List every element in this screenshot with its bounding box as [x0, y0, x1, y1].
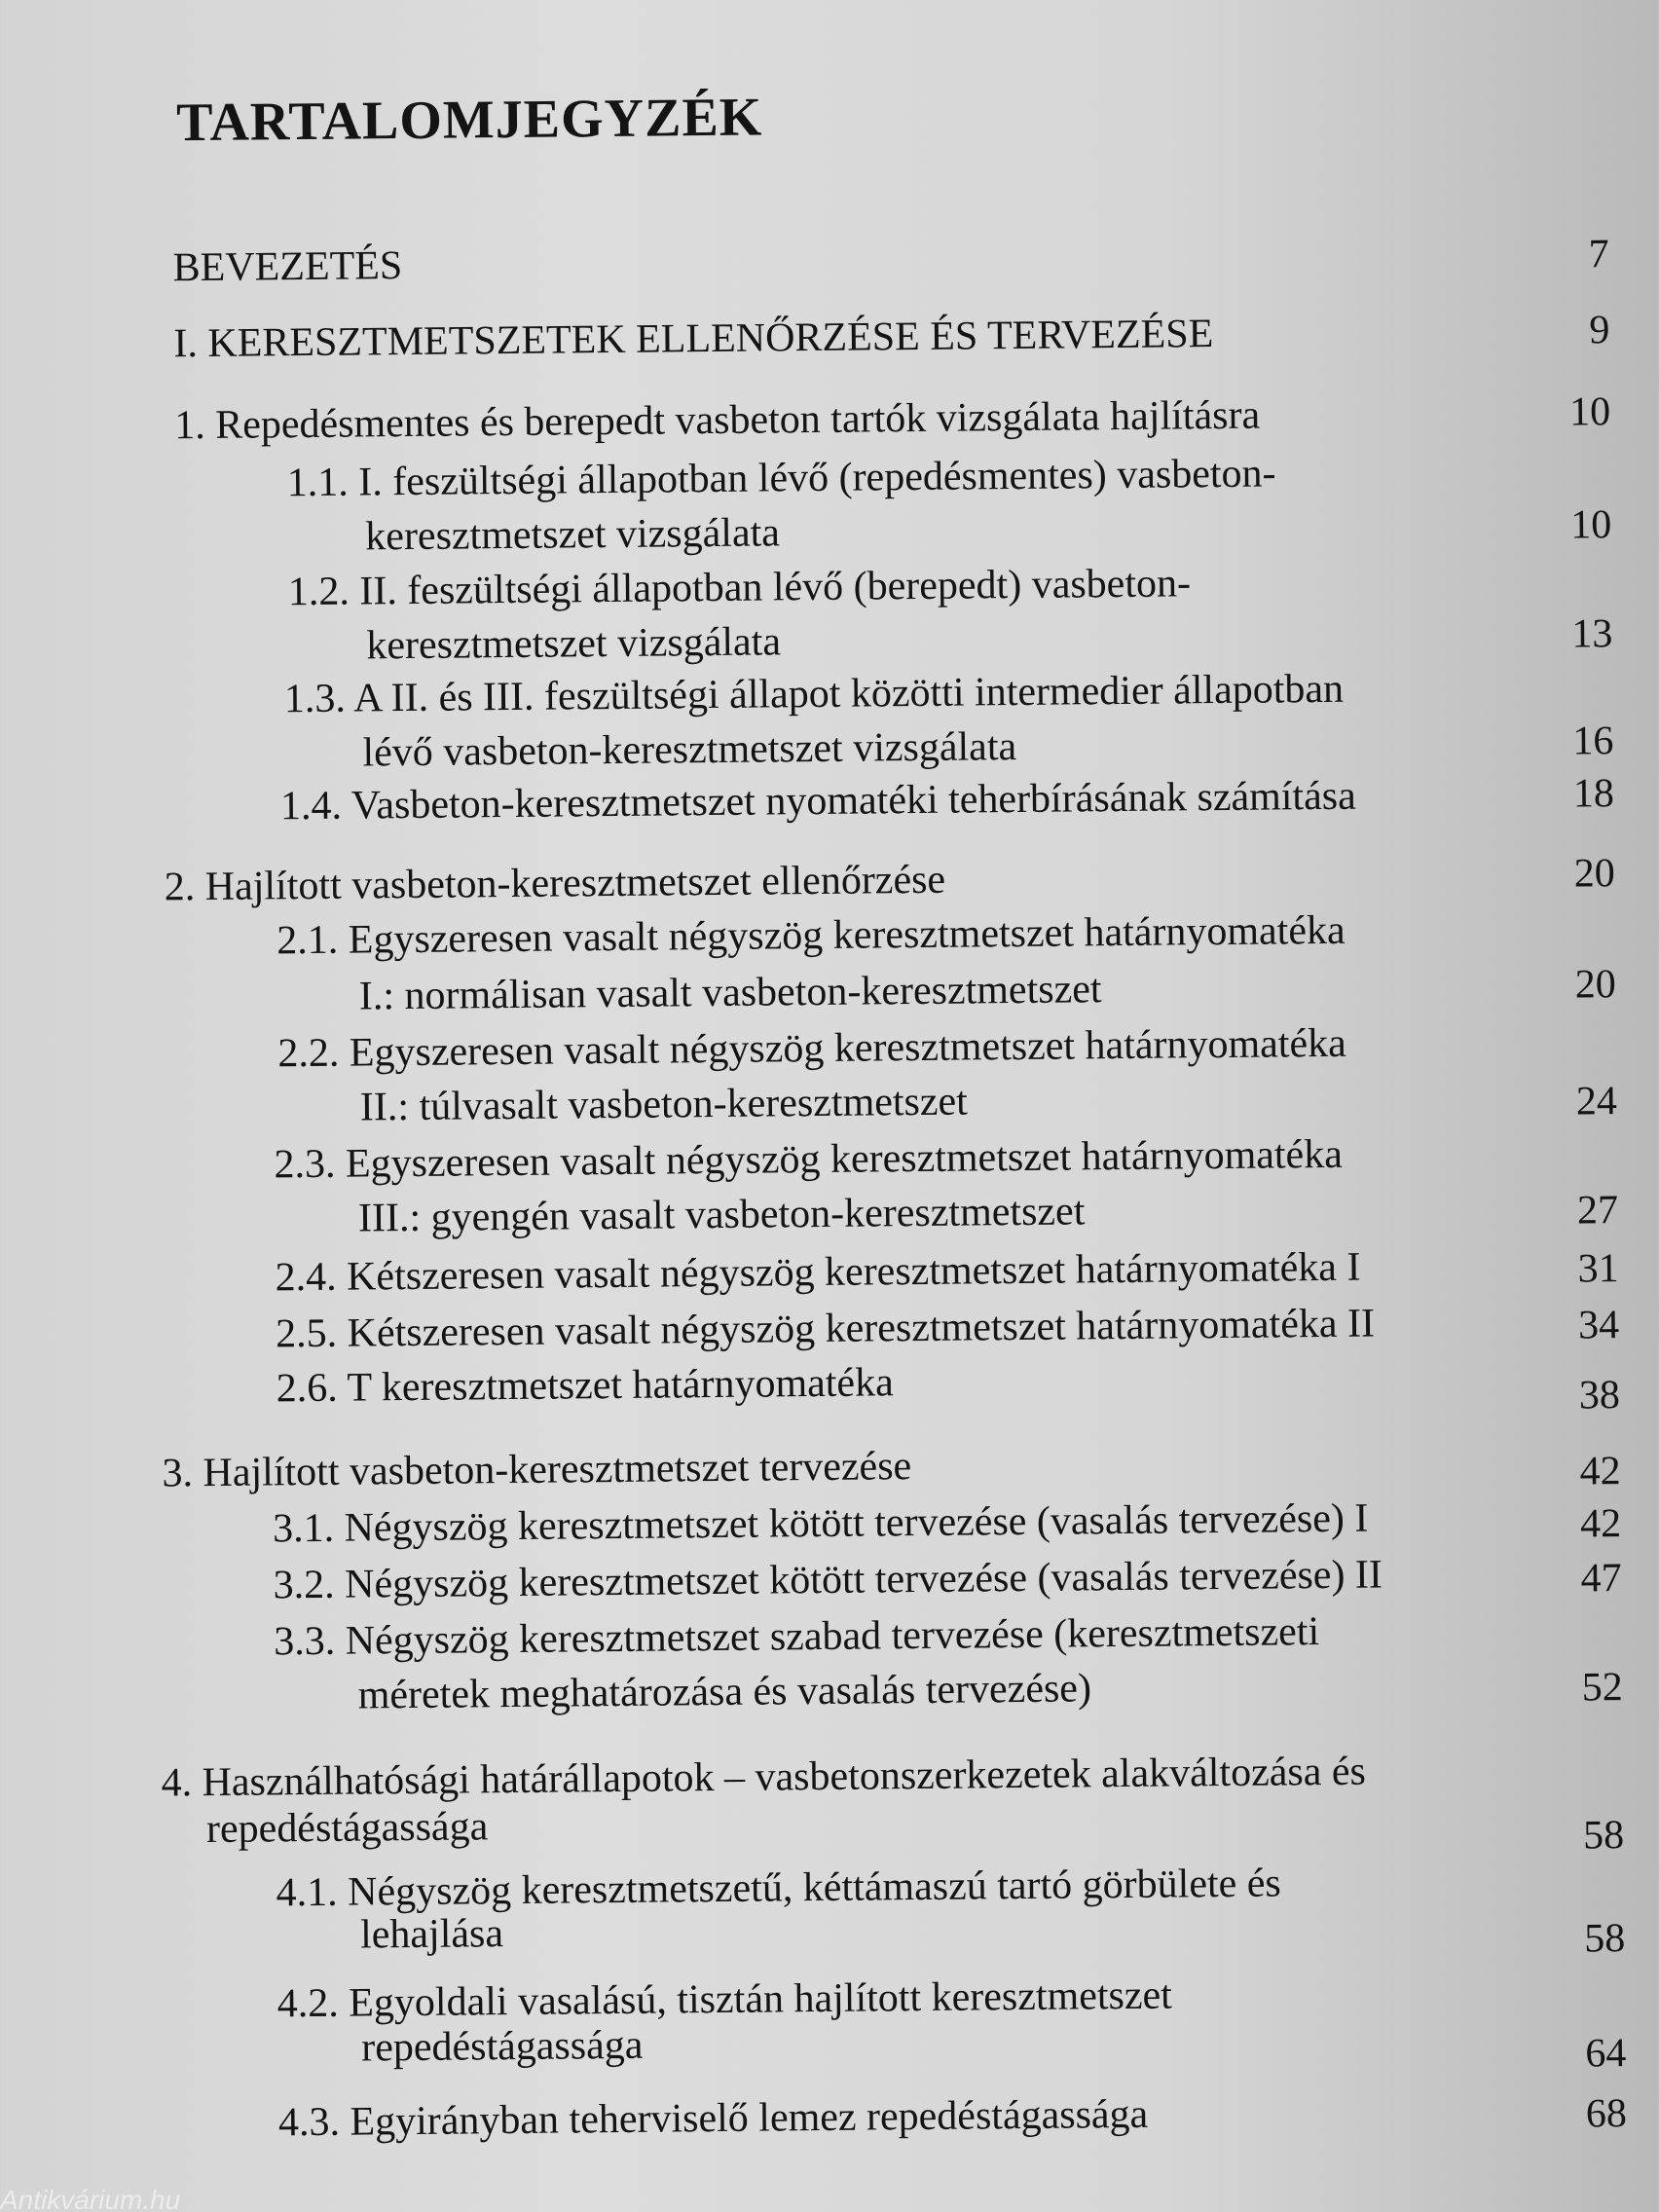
toc-entry-text-line-1: 2.3. Egyszeresen vasalt négyszög keresztmetszet határnyomatéka — [274, 1131, 1344, 1188]
toc-entry-section-2-2 — [277, 1016, 1617, 1134]
toc-entry-page: 58 — [1583, 1916, 1626, 1962]
toc-entry-section-2-3 — [274, 1127, 1618, 1245]
toc-entry-text: 2. Hajlított vasbeton-keresztmetszet ellenőrzése — [164, 857, 946, 910]
toc-entry-section-1-3 — [284, 662, 1614, 780]
toc-entry-page: 58 — [1582, 1813, 1625, 1859]
toc-entry-chapter-1 — [174, 387, 1610, 450]
toc-entry-section-4-1 — [276, 1856, 1625, 1975]
toc-entry-page: 31 — [1577, 1246, 1619, 1292]
toc-entry-text-line-2: repedéstágassága — [360, 2022, 644, 2071]
toc-entry-page: 7 — [1588, 232, 1609, 277]
toc-entry-section-1-2 — [288, 555, 1613, 673]
toc-entry-text: 3.1. Négyszög keresztmetszet kötött tervezése (vasalás tervezése) I — [272, 1495, 1369, 1552]
toc-entry-text-line-1: 1.2. II. feszültségi állapotban lévő (berepedt) vasbeton- — [287, 561, 1192, 615]
toc-entry-text-line-2: lévő vasbeton-keresztmetszet vizsgálata — [362, 724, 1017, 776]
toc-entry-bevezetes — [172, 230, 1608, 292]
page-title: TARTALOMJEGYZÉK — [175, 87, 763, 154]
toc-entry-text-line-1: 2.2. Egyszeresen vasalt négyszög keresztmetszet határnyomatéka — [277, 1020, 1346, 1077]
toc-entry-text-line-1: 1.1. I. feszültségi állapotban lévő (repedésmentes) vasbeton- — [286, 451, 1276, 506]
toc-entry-text-line-2: keresztmetszet vizsgálata — [366, 619, 782, 669]
toc-entry-text-line-1: 2.1. Egyszeresen vasalt négyszög keresztmetszet határnyomatéka — [276, 907, 1346, 964]
toc-entry-section-2-1 — [276, 903, 1616, 1021]
toc-entry-section-2-6 — [276, 1351, 1620, 1432]
toc-entry-section-4-3 — [278, 2085, 1627, 2147]
toc-entry-chapter-2 — [165, 849, 1615, 911]
toc-entry-page: 68 — [1585, 2091, 1628, 2137]
toc-entry-page: 24 — [1575, 1079, 1618, 1124]
toc-entry-page: 20 — [1574, 962, 1617, 1008]
toc-entry-text-line-1: 1.3. A II. és III. feszültségi állapot közötti intermedier állapotban — [283, 666, 1345, 722]
toc-entry-section-1-1 — [287, 446, 1612, 564]
toc-entry-text-line-2: II.: túlvasalt vasbeton-keresztmetszet — [359, 1079, 969, 1130]
toc-entry-text-line-1: 4.1. Négyszög keresztmetszetű, kéttámaszú tartó görbülete és — [276, 1861, 1281, 1916]
toc-entry-page: 20 — [1573, 851, 1615, 897]
toc-entry-text-line-1: 4. Használhatósági határállapotok – vasbetonszerkezetek alakváltozása és — [161, 1749, 1367, 1806]
toc-entry-text-line-2: III.: gyengén vasalt vasbeton-keresztmetszet — [357, 1189, 1086, 1241]
toc-entry-page: 42 — [1579, 1449, 1621, 1494]
toc-entry-text-line-2: méretek meghatározása és vasalás tervezése) — [357, 1666, 1092, 1718]
toc-entry-text-line-2: lehajlása — [359, 1911, 504, 1958]
toc-entry-text: 2.4. Kétszeresen vasalt négyszög keresztmetszet határnyomatéka I — [275, 1244, 1361, 1301]
toc-entry-page: 10 — [1570, 502, 1612, 548]
toc-entry-text: I. KERESZTMETSZETEK ELLENŐRZÉSE ÉS TERVEZÉSE — [173, 312, 1214, 367]
toc-entry-page: 10 — [1568, 389, 1611, 435]
toc-entry-section-3-3 — [274, 1604, 1623, 1724]
toc-entry-section-2-4 — [275, 1240, 1618, 1302]
toc-entry-text: BEVEZETÉS — [172, 243, 403, 291]
toc-entry-section-1-4 — [280, 769, 1614, 830]
toc-entry-text-line-2: keresztmetszet vizsgálata — [365, 510, 781, 560]
toc-entry-page: 52 — [1581, 1665, 1623, 1711]
toc-entry-page: 16 — [1572, 719, 1614, 764]
toc-entry-text-line-1: 4.2. Egyoldali vasalású, tisztán hajlított keresztmetszet — [276, 1972, 1173, 2027]
toc-entry-page: 38 — [1578, 1373, 1621, 1419]
toc-entry-part-1 — [173, 306, 1609, 368]
toc-entry-text-line-2: I.: normálisan vasalt vasbeton-keresztmetszet — [358, 967, 1102, 1019]
toc-entry-page: 64 — [1585, 2031, 1627, 2077]
toc-entry-text-line-2: repedéstágassága — [205, 1804, 489, 1853]
toc-entry-page: 18 — [1572, 771, 1615, 817]
toc-entry-page: 42 — [1579, 1501, 1622, 1547]
toc-entry-chapter-4 — [161, 1745, 1624, 1865]
toc-entry-page: 34 — [1577, 1303, 1620, 1348]
toc-entry-text: 3.2. Négyszög keresztmetszet kötött tervezése (vasalás tervezése) II — [273, 1552, 1383, 1608]
toc-entry-text: 1. Repedésmentes és berepedt vasbeton tartók vizsgálata hajlításra — [173, 392, 1261, 449]
watermark: Antikvárium.hu — [0, 2189, 181, 2212]
toc-entry-text: 2.6. T keresztmetszet határnyomatéka — [276, 1360, 894, 1412]
toc-entry-text: 2.5. Kétszeresen vasalt négyszög keresztmetszet határnyomatéka II — [275, 1301, 1376, 1357]
toc-entry-text-line-1: 3.3. Négyszög keresztmetszet szabad tervezése (keresztmetszeti — [273, 1609, 1320, 1665]
toc-entry-page: 9 — [1589, 308, 1610, 353]
toc-entry-text: 1.4. Vasbeton-keresztmetszet nyomatéki teherbírásának számítása — [279, 773, 1356, 830]
toc-entry-text: 4.3. Egyirányban teherviselő lemez repedéstágassága — [277, 2091, 1149, 2146]
toc-entry-section-2-5 — [276, 1297, 1619, 1358]
toc-entry-text: 3. Hajlított vasbeton-keresztmetszet tervezése — [162, 1444, 912, 1496]
toc-entry-section-4-2 — [277, 1967, 1627, 2086]
toc-entry-section-3-2 — [273, 1548, 1621, 1609]
toc-entry-page: 47 — [1580, 1556, 1622, 1602]
toc-entry-page: 13 — [1571, 611, 1613, 657]
toc-entry-page: 27 — [1576, 1188, 1619, 1234]
